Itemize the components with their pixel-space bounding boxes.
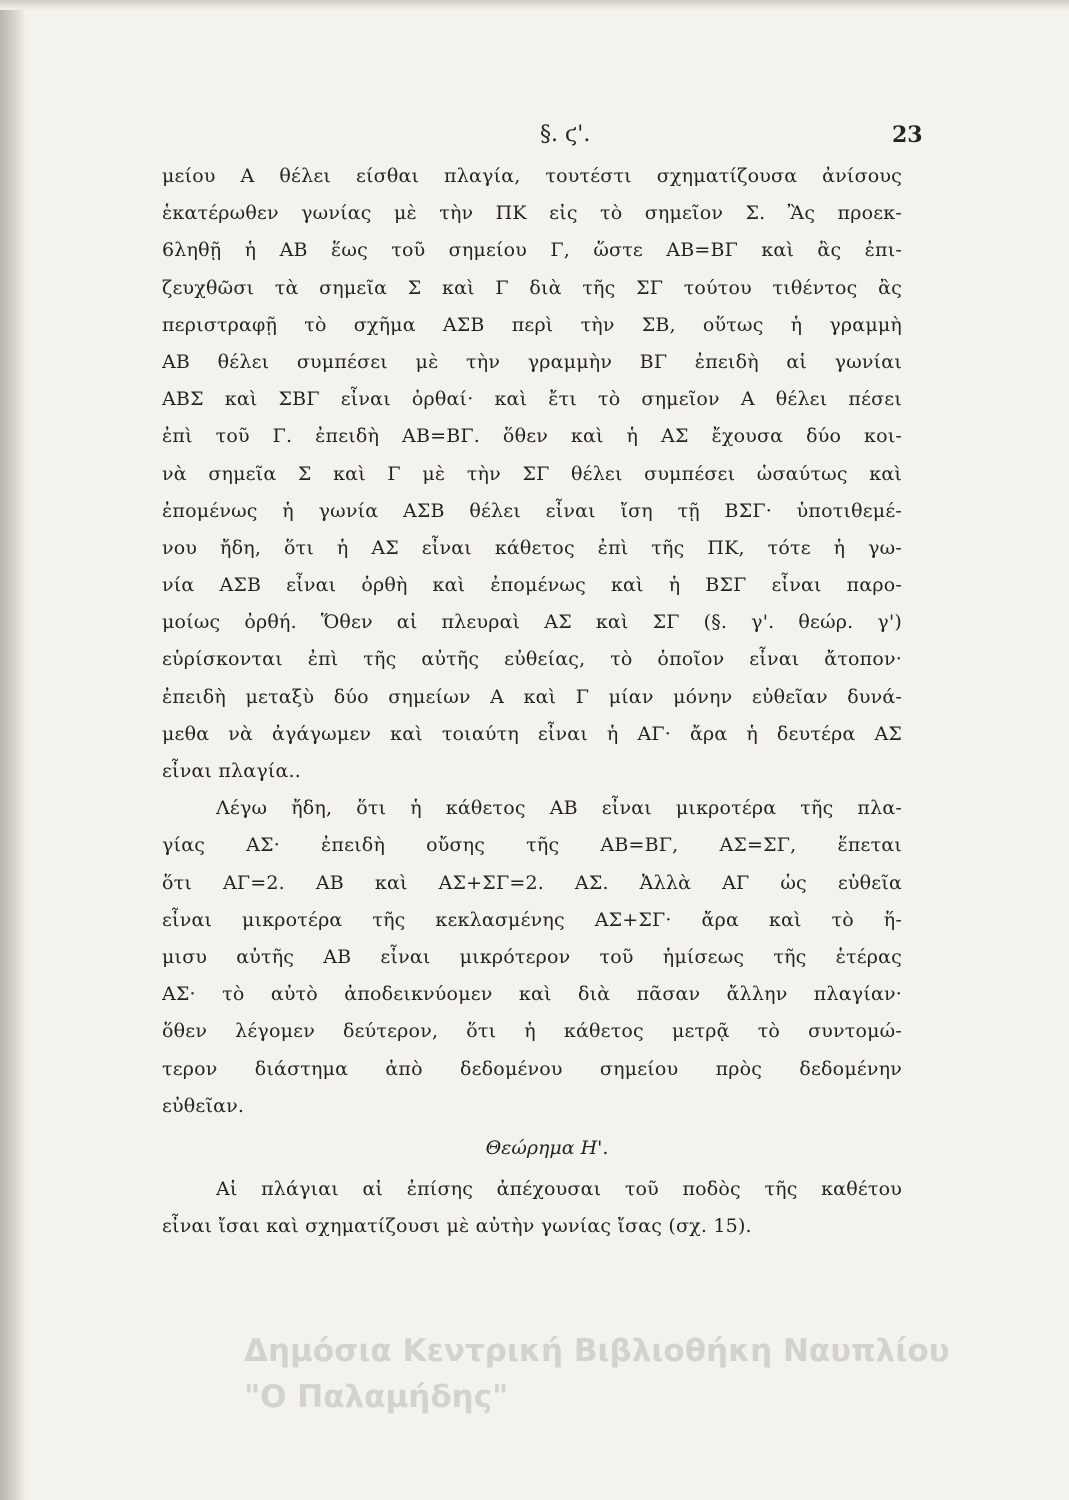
text-line: μείου Α θέλει είσθαι πλαγία, τουτέστι σχηματίζουσα ἀνίσους (162, 165, 902, 187)
running-header (0, 122, 1069, 162)
section-mark: §. ϛ'. (540, 122, 591, 147)
text-line: τερον διάστημα ἀπὸ δεδομένου σημείου πρὸς δεδομένην (162, 1057, 902, 1080)
watermark-line: "Ο Παλαμήδης" (244, 1379, 509, 1415)
text-line: ἐπομένως ἡ γωνία ΑΣΒ θέλει εἶναι ἴση τῇ ΒΣΓ· ὑποτιθεμέ- (162, 499, 902, 522)
page-top-shadow (0, 0, 1069, 10)
watermark-line: Δημόσια Κεντρική Βιβλιοθήκη Ναυπλίου (244, 1333, 950, 1369)
theorem-statement-line: εἶναι ἴσαι καὶ σχηματίζουσι μὲ αὐτὴν γωνίας ἴσας (σχ. 15). (162, 1215, 752, 1238)
body-text (162, 158, 902, 1245)
text-line: εὐθεῖαν. (162, 1094, 245, 1117)
text-line: νὰ σημεῖα Σ καὶ Γ μὲ τὴν ΣΓ θέλει συμπέσει ὡσαύτως καὶ (162, 462, 902, 485)
text-line: 6ληθῇ ἡ ΑΒ ἕως τοῦ σημείου Γ, ὥστε ΑΒ=ΒΓ καὶ ἂς ἐπι- (162, 239, 902, 262)
text-line: νου ἤδη, ὅτι ἡ ΑΣ εἶναι κάθετος ἐπὶ τῆς ΠΚ, τότε ἡ γω- (162, 536, 902, 559)
text-line: ΑΒΣ καὶ ΣΒΓ εἶναι ὀρθαί· καὶ ἔτι τὸ σημεῖον Α θέλει πέσει (162, 388, 902, 411)
text-line: ἐπὶ τοῦ Γ. ἐπειδὴ ΑΒ=ΒΓ. ὅθεν καὶ ἡ ΑΣ ἔχουσα δύο κοι- (162, 425, 902, 448)
page-binding-shadow (0, 0, 26, 1500)
text-line: ὅθεν λέγομεν δεύτερον, ὅτι ἡ κάθετος μετρᾷ τὸ συντομώ- (162, 1020, 902, 1043)
page-number: 23 (892, 122, 923, 148)
theorem-title: Θεώρημα Η'. (485, 1136, 609, 1159)
text-line: μισυ αὐτῆς ΑΒ εἶναι μικρότερον τοῦ ἡμίσεως τῆς ἑτέρας (162, 945, 902, 968)
text-line: νία ΑΣΒ εἶναι ὀρθὴ καὶ ἐπομένως καὶ ἡ ΒΣΓ εἶναι παρο- (162, 574, 902, 597)
text-line: ΑΒ θέλει συμπέσει μὲ τὴν γραμμὴν ΒΓ ἐπειδὴ αἱ γωνίαι (162, 350, 902, 373)
theorem-statement-line: Αἱ πλάγιαι αἱ ἐπίσης ἀπέχουσαι τοῦ ποδὸς τῆς καθέτου (216, 1177, 902, 1200)
text-line: εἶναι πλαγία.. (162, 760, 302, 782)
text-line: εἶναι μικροτέρα τῆς κεκλασμένης ΑΣ+ΣΓ· ἄρα καὶ τὸ ἥ- (162, 908, 902, 931)
library-watermark (244, 1328, 950, 1420)
text-line: μοίως ὀρθή. Ὅθεν αἱ πλευραὶ ΑΣ καὶ ΣΓ (§. γ'. θεώρ. γ') (162, 611, 902, 634)
text-line: ἐπειδὴ μεταξὺ δύο σημείων Α καὶ Γ μίαν μόνην εὐθεῖαν δυνά- (162, 685, 902, 708)
text-line: γίας ΑΣ· ἐπειδὴ οὔσης τῆς ΑΒ=ΒΓ, ΑΣ=ΣΓ, ἕπεται (162, 834, 902, 857)
text-line: μεθα νὰ ἀγάγωμεν καὶ τοιαύτη εἶναι ἡ ΑΓ· ἄρα ἡ δευτέρα ΑΣ (162, 722, 902, 745)
text-line: ζευχθῶσι τὰ σημεῖα Σ καὶ Γ διὰ τῆς ΣΓ τούτου τιθέντος ἂς (162, 276, 902, 299)
text-line: εὑρίσκονται ἐπὶ τῆς αὐτῆς εὐθείας, τὸ ὁποῖον εἶναι ἄτοπον· (162, 648, 902, 671)
text-line: ἑκατέρωθεν γωνίας μὲ τὴν ΠΚ εἰς τὸ σημεῖον Σ. Ἂς προεκ- (162, 202, 902, 225)
text-line: ὅτι ΑΓ=2. ΑΒ καὶ ΑΣ+ΣΓ=2. ΑΣ. Ἀλλὰ ΑΓ ὡς εὐθεῖα (162, 871, 902, 894)
paragraph-start-line: Λέγω ἤδη, ὅτι ἡ κάθετος ΑΒ εἶναι μικροτέρα τῆς πλα- (216, 797, 902, 820)
text-line: περιστραφῇ τὸ σχῆμα ΑΣΒ περὶ τὴν ΣΒ, οὕτως ἡ γραμμὴ (162, 313, 902, 336)
text-line: ΑΣ· τὸ αὐτὸ ἀποδεικνύομεν καὶ διὰ πᾶσαν ἄλλην πλαγίαν· (162, 983, 902, 1006)
